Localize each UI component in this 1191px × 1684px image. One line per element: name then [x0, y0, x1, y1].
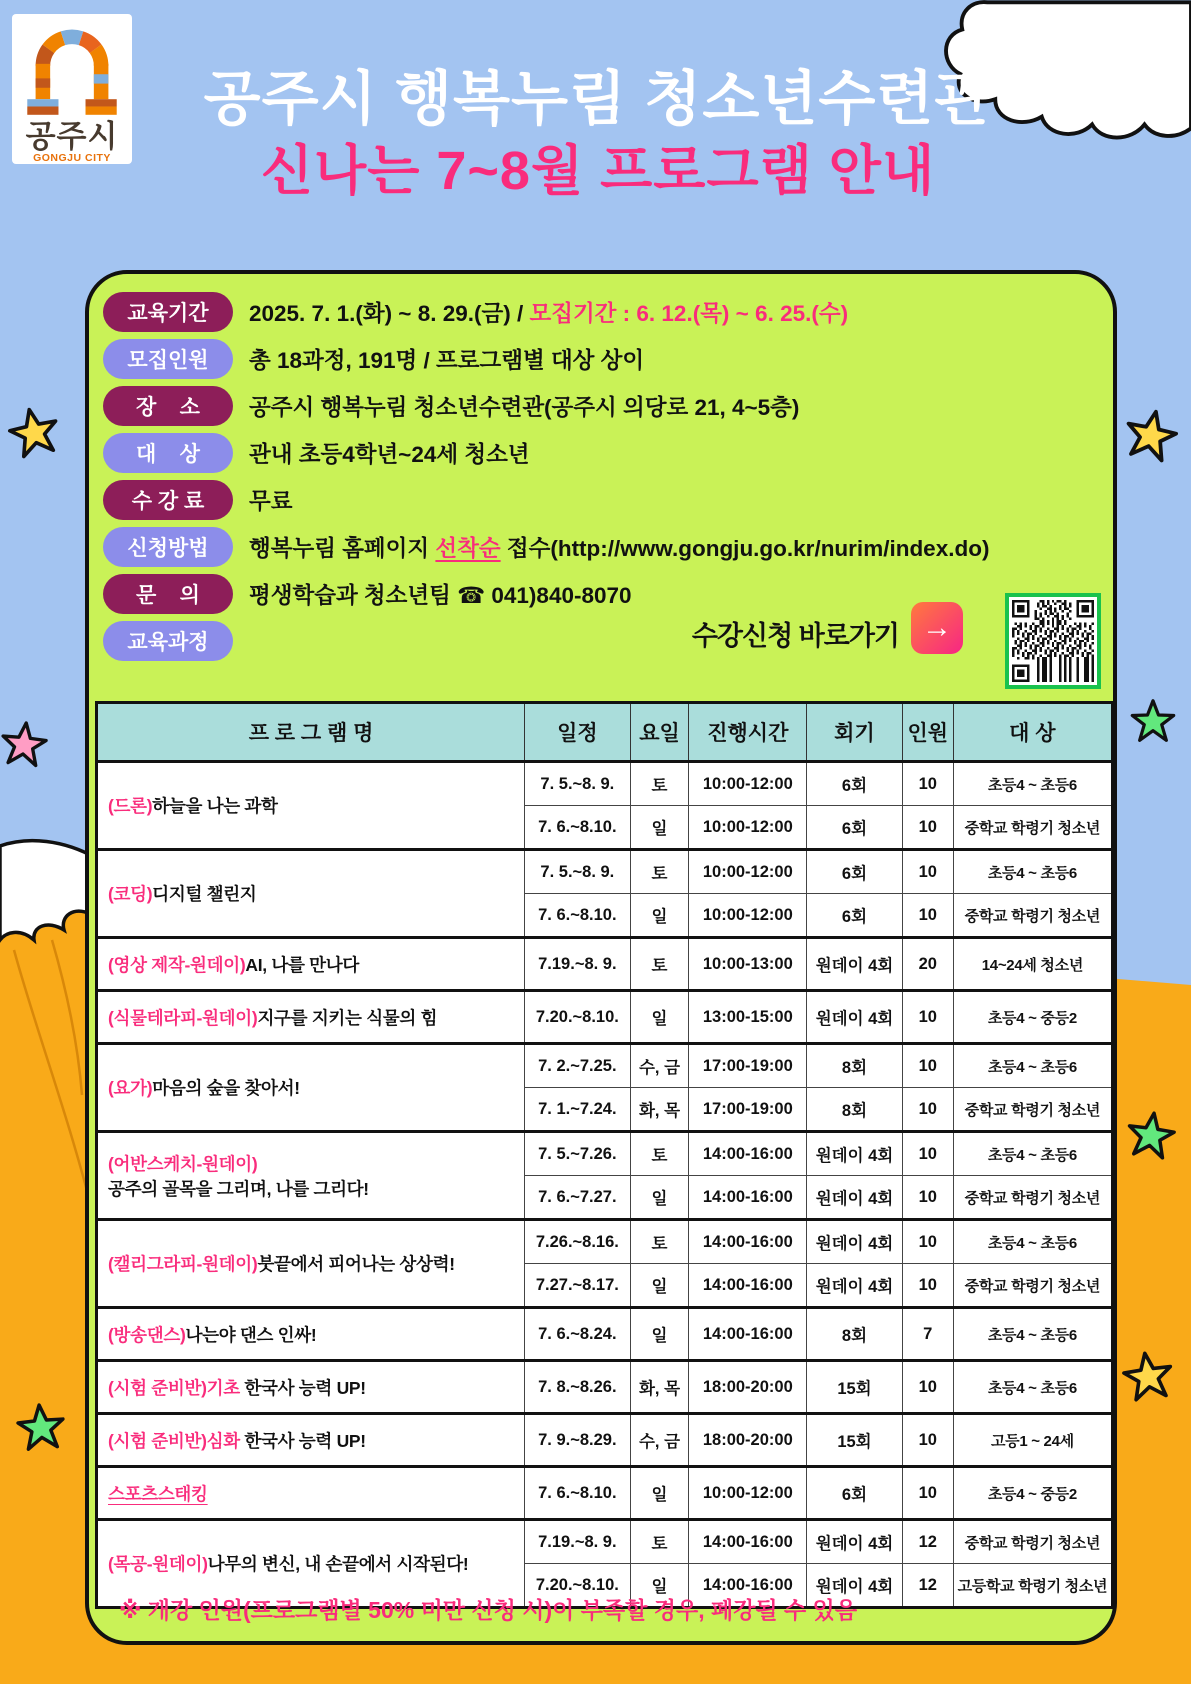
- cell-capacity: 10: [902, 1176, 953, 1220]
- cell-day: 수, 금: [630, 1414, 689, 1467]
- cell-count: 6회: [807, 806, 903, 850]
- cell-count: 원데이 4회: [807, 1564, 903, 1608]
- program-name-cell: [97, 1132, 525, 1220]
- cell-dates: 7.19.~8. 9.: [525, 938, 630, 991]
- program-name-cell: [97, 1361, 525, 1414]
- cell-day: 화, 목: [630, 1361, 689, 1414]
- cell-dates: 7.20.~8.10.: [525, 991, 630, 1044]
- cell-dates: 7. 5.~8. 9.: [525, 850, 630, 894]
- cell-dates: 7.20.~8.10.: [525, 1564, 630, 1608]
- cell-target: 중학교 학령기 청소년: [953, 1520, 1112, 1564]
- cell-time: 17:00-19:00: [689, 1044, 807, 1088]
- program-name-category: 스포츠스태킹: [108, 1483, 208, 1504]
- program-name-category: (식물테라피-원데이): [108, 1007, 258, 1028]
- cell-capacity: 7: [902, 1308, 953, 1361]
- column-header: 요일: [630, 703, 689, 762]
- table-row: [97, 1520, 1113, 1564]
- cell-target: 초등4 ~ 중등2: [953, 1467, 1112, 1520]
- cell-time: 13:00-15:00: [689, 991, 807, 1044]
- go-arrow-button[interactable]: [911, 602, 963, 654]
- column-header: 프 로 그 램 명: [97, 703, 525, 762]
- cell-day: 일: [630, 1264, 689, 1308]
- cell-time: 14:00-16:00: [689, 1176, 807, 1220]
- table-row: [97, 1467, 1113, 1520]
- table-row: [97, 1220, 1113, 1264]
- cell-count: 15회: [807, 1414, 903, 1467]
- cell-dates: 7.19.~8. 9.: [525, 1520, 630, 1564]
- program-name-category: (목공-원데이): [108, 1554, 208, 1574]
- arch-logo-icon: [20, 20, 124, 116]
- cell-time: 14:00-16:00: [689, 1564, 807, 1608]
- cell-target: 중학교 학령기 청소년: [953, 1264, 1112, 1308]
- content-panel: [85, 270, 1117, 1645]
- program-name-category: (영상 제작-원데이): [108, 954, 246, 975]
- cell-day: 토: [630, 762, 689, 806]
- table-row: [97, 1308, 1113, 1361]
- cell-dates: 7. 6.~8.10.: [525, 894, 630, 938]
- page-subtitle: 신나는 7~8월 프로그램 안내: [260, 140, 936, 201]
- cell-capacity: 10: [902, 1044, 953, 1088]
- program-name-title: 한국사 능력 UP!: [239, 1430, 366, 1451]
- program-name-cell: [97, 762, 525, 850]
- cell-count: 6회: [807, 850, 903, 894]
- cell-capacity: 12: [902, 1564, 953, 1608]
- program-name-title: 마음의 숲을 찾아서!: [152, 1078, 300, 1098]
- cell-count: 8회: [807, 1308, 903, 1361]
- info-label-pill: 장 소: [103, 386, 233, 426]
- table-row: [97, 1361, 1113, 1414]
- program-name-title: 붓끝에서 피어나는 상상력!: [257, 1254, 455, 1274]
- info-text: 접수(http://www.gongju.go.kr/nurim/index.do): [500, 535, 990, 561]
- cell-capacity: 10: [902, 1264, 953, 1308]
- cell-capacity: 10: [902, 1132, 953, 1176]
- cell-day: 토: [630, 850, 689, 894]
- info-text: 총 18과정, 191명 / 프로그램별 대상 상이: [249, 347, 645, 373]
- info-text: 공주시 행복누림 청소년수련관(공주시 의당로 21, 4~5층): [249, 394, 800, 420]
- info-row: [103, 523, 1103, 570]
- program-name-title: AI, 나를 만나다: [245, 954, 360, 975]
- column-header: 인원: [902, 703, 953, 762]
- cell-count: 6회: [807, 1467, 903, 1520]
- star-icon: [1119, 403, 1183, 467]
- program-name-title: 지구를 지키는 식물의 힘: [257, 1007, 438, 1028]
- cell-day: 일: [630, 1176, 689, 1220]
- cell-target: 초등4 ~ 초등6: [953, 1132, 1112, 1176]
- cell-time: 17:00-19:00: [689, 1088, 807, 1132]
- cell-time: 18:00-20:00: [689, 1361, 807, 1414]
- program-name-cell: [97, 1220, 525, 1308]
- info-label-pill: 모집인원: [103, 339, 233, 379]
- cell-time: 14:00-16:00: [689, 1264, 807, 1308]
- cell-day: 토: [630, 1520, 689, 1564]
- cell-time: 10:00-12:00: [689, 850, 807, 894]
- cell-count: 원데이 4회: [807, 1176, 903, 1220]
- cell-dates: 7.27.~8.17.: [525, 1264, 630, 1308]
- program-name-title: 한국사 능력 UP!: [239, 1377, 366, 1398]
- table-row: [97, 1044, 1113, 1088]
- info-text: 무료: [249, 488, 293, 514]
- program-name-title: 공주의 골목을 그리며, 나를 그리다!: [108, 1178, 369, 1199]
- cell-time: 10:00-12:00: [689, 762, 807, 806]
- program-name-cell: [97, 1414, 525, 1467]
- info-text: 관내 초등4학년~24세 청소년: [249, 441, 530, 467]
- cell-capacity: 10: [902, 762, 953, 806]
- cell-time: 14:00-16:00: [689, 1132, 807, 1176]
- logo-city-name-en: GONGJU CITY: [33, 152, 111, 164]
- cell-dates: 7. 6.~8.24.: [525, 1308, 630, 1361]
- table-row: [97, 762, 1113, 806]
- cell-capacity: 10: [902, 1467, 953, 1520]
- cell-dates: 7. 5.~8. 9.: [525, 762, 630, 806]
- cell-time: 14:00-16:00: [689, 1520, 807, 1564]
- cell-capacity: 10: [902, 806, 953, 850]
- cell-dates: 7. 9.~8.29.: [525, 1414, 630, 1467]
- cell-count: 원데이 4회: [807, 991, 903, 1044]
- cell-dates: 7. 6.~8.10.: [525, 1467, 630, 1520]
- cell-target: 초등4 ~ 초등6: [953, 762, 1112, 806]
- cell-target: 초등4 ~ 중등2: [953, 991, 1112, 1044]
- cell-capacity: 20: [902, 938, 953, 991]
- first-come-highlight: 선착순: [435, 535, 501, 561]
- program-name-cell: [97, 1467, 525, 1520]
- cell-dates: 7. 6.~7.27.: [525, 1176, 630, 1220]
- cell-target: 14~24세 청소년: [953, 938, 1112, 991]
- cell-target: 중학교 학령기 청소년: [953, 894, 1112, 938]
- program-name-title: 디지털 챌린지: [152, 884, 257, 904]
- cell-target: 중학교 학령기 청소년: [953, 1176, 1112, 1220]
- cell-count: 원데이 4회: [807, 1264, 903, 1308]
- program-name-title: 하늘을 나는 과학: [152, 796, 278, 816]
- info-label-pill: 대 상: [103, 433, 233, 473]
- cell-day: 수, 금: [630, 1044, 689, 1088]
- cell-count: 15회: [807, 1361, 903, 1414]
- column-header: 회기: [807, 703, 903, 762]
- cell-capacity: 10: [902, 1361, 953, 1414]
- cell-day: 화, 목: [630, 1088, 689, 1132]
- info-row: [103, 382, 1103, 429]
- info-row: [103, 288, 1103, 335]
- footnote: ※ 개강 인원(프로그램별 50% 미만 신청 시)이 부족할 경우, 폐강될 수 있음: [119, 1597, 858, 1623]
- cell-capacity: 10: [902, 850, 953, 894]
- cell-dates: 7. 8.~8.26.: [525, 1361, 630, 1414]
- info-row: [103, 335, 1103, 382]
- cell-time: 18:00-20:00: [689, 1414, 807, 1467]
- cell-dates: 7.26.~8.16.: [525, 1220, 630, 1264]
- cell-dates: 7. 2.~7.25.: [525, 1044, 630, 1088]
- cell-count: 6회: [807, 762, 903, 806]
- program-name-category: (시험 준비반)심화: [108, 1430, 240, 1451]
- info-text: 행복누림 홈페이지: [249, 535, 436, 561]
- star-icon: [14, 1400, 68, 1454]
- cell-day: 일: [630, 1467, 689, 1520]
- program-name-category: (방송댄스): [108, 1324, 186, 1345]
- table-row: [97, 1414, 1113, 1467]
- table-row: [97, 1132, 1113, 1176]
- cell-day: 일: [630, 894, 689, 938]
- cell-capacity: 10: [902, 894, 953, 938]
- program-name-cell: [97, 1044, 525, 1132]
- recruit-period-highlight: 모집기간 : 6. 12.(목) ~ 6. 25.(수): [529, 300, 849, 326]
- cell-count: 6회: [807, 894, 903, 938]
- program-name-cell: [97, 991, 525, 1044]
- cell-capacity: 12: [902, 1520, 953, 1564]
- logo-city-name: 공주시: [25, 119, 119, 154]
- program-name-cell: [97, 1308, 525, 1361]
- cell-day: 일: [630, 1308, 689, 1361]
- program-table: [95, 701, 1114, 1609]
- cell-day: 토: [630, 1220, 689, 1264]
- cell-capacity: 10: [902, 1414, 953, 1467]
- program-name-cell: [97, 938, 525, 991]
- cell-dates: 7. 1.~7.24.: [525, 1088, 630, 1132]
- cell-target: 중학교 학령기 청소년: [953, 1088, 1112, 1132]
- cell-capacity: 10: [902, 991, 953, 1044]
- program-name-category: (어반스케치-원데이): [108, 1153, 258, 1174]
- arrow-right-icon: →: [922, 611, 952, 644]
- page-title: 공주시 행복누림 청소년수련관: [203, 66, 993, 132]
- info-label-pill: 교육과정: [103, 621, 233, 661]
- cell-time: 10:00-12:00: [689, 806, 807, 850]
- cell-day: 토: [630, 938, 689, 991]
- info-text: 2025. 7. 1.(화) ~ 8. 29.(금) /: [249, 300, 530, 326]
- cell-count: 원데이 4회: [807, 938, 903, 991]
- cell-capacity: 10: [902, 1220, 953, 1264]
- star-icon: [3, 401, 65, 463]
- cell-target: 초등4 ~ 초등6: [953, 1361, 1112, 1414]
- cell-count: 8회: [807, 1088, 903, 1132]
- cell-count: 원데이 4회: [807, 1220, 903, 1264]
- table-row: [97, 991, 1113, 1044]
- info-label-pill: 문 의: [103, 574, 233, 614]
- star-icon: [1123, 1107, 1179, 1163]
- cell-count: 8회: [807, 1044, 903, 1088]
- info-row: [103, 429, 1103, 476]
- table-row: [97, 938, 1113, 991]
- cell-count: 원데이 4회: [807, 1520, 903, 1564]
- cell-day: 일: [630, 991, 689, 1044]
- cell-time: 14:00-16:00: [689, 1220, 807, 1264]
- cell-target: 초등4 ~ 초등6: [953, 1220, 1112, 1264]
- info-label-pill: 교육기간: [103, 292, 233, 332]
- qr-code: [1005, 593, 1101, 689]
- star-icon: [1130, 698, 1176, 744]
- program-name-category: (캘리그라피-원데이): [108, 1254, 258, 1274]
- program-name-title: 나무의 변신, 내 손끝에서 시작된다!: [207, 1554, 469, 1574]
- program-name-cell: [97, 850, 525, 938]
- cell-target: 고등학교 학령기 청소년: [953, 1564, 1112, 1608]
- column-header: 대 상: [953, 703, 1112, 762]
- cell-time: 10:00-12:00: [689, 894, 807, 938]
- cell-target: 고등1 ~ 24세: [953, 1414, 1112, 1467]
- cell-dates: 7. 5.~7.26.: [525, 1132, 630, 1176]
- cell-day: 일: [630, 806, 689, 850]
- program-name-category: (요가): [108, 1078, 153, 1098]
- cell-time: 14:00-16:00: [689, 1308, 807, 1361]
- cell-day: 토: [630, 1132, 689, 1176]
- star-icon: [0, 718, 50, 771]
- program-name-category: (코딩): [108, 884, 153, 904]
- cell-target: 초등4 ~ 초등6: [953, 1044, 1112, 1088]
- cell-count: 원데이 4회: [807, 1132, 903, 1176]
- info-label-pill: 수 강 료: [103, 480, 233, 520]
- cell-target: 초등4 ~ 초등6: [953, 1308, 1112, 1361]
- info-label-pill: 신청방법: [103, 527, 233, 567]
- cell-target: 중학교 학령기 청소년: [953, 806, 1112, 850]
- cell-capacity: 10: [902, 1088, 953, 1132]
- column-header: 진행시간: [689, 703, 807, 762]
- cell-dates: 7. 6.~8.10.: [525, 806, 630, 850]
- info-text: 평생학습과 청소년팀 ☎ 041)840-8070: [249, 582, 632, 608]
- cell-target: 초등4 ~ 초등6: [953, 850, 1112, 894]
- cell-day: 일: [630, 1564, 689, 1608]
- program-name-category: (드론): [108, 796, 153, 816]
- info-row: [103, 476, 1103, 523]
- table-row: [97, 850, 1113, 894]
- program-name-category: (시험 준비반)기초: [108, 1377, 240, 1398]
- column-header: 일정: [525, 703, 630, 762]
- enroll-shortcut-label: 수강신청 바로가기: [691, 621, 899, 651]
- cell-time: 10:00-12:00: [689, 1467, 807, 1520]
- star-icon: [1119, 1347, 1178, 1406]
- gongju-city-logo: [12, 14, 132, 164]
- cell-time: 10:00-13:00: [689, 938, 807, 991]
- program-name-title: 나는야 댄스 인싸!: [185, 1324, 317, 1345]
